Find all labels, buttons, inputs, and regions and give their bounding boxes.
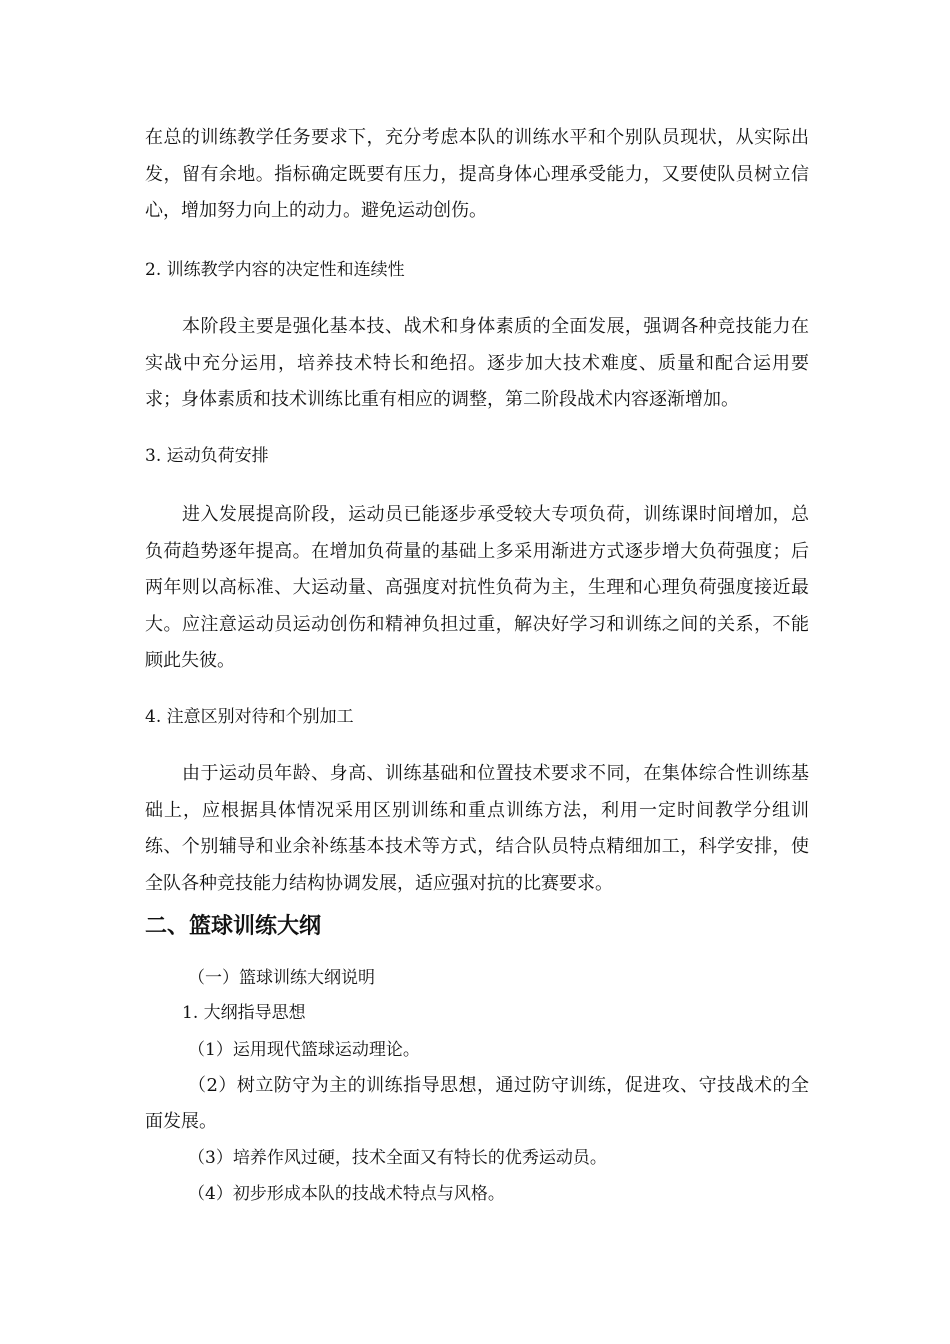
list-item: （3）培养作风过硬，技术全面又有特长的优秀运动员。 <box>188 1148 607 1168</box>
paragraph-content-continuity: 本阶段主要是强化基本技、战术和身体素质的全面发展，强调各种竞技能力在实战中充分运用，培养技术特长和绝招。逐步加大技术难度、质量和配合运用要求；身体素质和技术训练比重有相应的调整，第二阶段战术内容逐渐增加。 <box>145 316 809 410</box>
list-item: （2）树立防守为主的训练指导思想，通过防守训练，促进攻、守技战术的全面发展。 <box>145 1075 809 1132</box>
paragraph-goal-setting: 在总的训练教学任务要求下，充分考虑本队的训练水平和个别队员现状，从实际出发，留有余地。指标确定既要有压力，提高身体心理承受能力，又要使队员树立信心，增加努力向上的动力。避免运动创伤。 <box>145 127 809 221</box>
subheading-guiding-ideology: 1. 大纲指导思想 <box>182 1003 306 1023</box>
paragraph-load-arrangement: 进入发展提高阶段，运动员已能逐步承受较大专项负荷，训练课时间增加，总负荷趋势逐年提高。在增加负荷量的基础上多采用渐进方式逐步增大负荷强度；后两年则以高标准、大运动量、高强度对抗性负荷为主，生理和心理负荷强度接近最大。应注意运动员运动创伤和精神负担过重，解决好学习和训练之间的关系，不能顾此失彼。 <box>145 504 809 671</box>
subheading-outline-description: （一）篮球训练大纲说明 <box>188 968 375 988</box>
section-title-outline: 二、篮球训练大纲 <box>145 914 322 939</box>
list-item: （1）运用现代篮球运动理论。 <box>188 1040 420 1060</box>
heading-content-continuity: 2. 训练教学内容的决定性和连续性 <box>145 260 405 280</box>
list-item: （4）初步形成本队的技战术特点与风格。 <box>188 1184 505 1204</box>
paragraph-individual-treatment: 由于运动员年龄、身高、训练基础和位置技术要求不同，在集体综合性训练基础上，应根据具体情况采用区别训练和重点训练方法，利用一定时间教学分组训练、个别辅导和业余补练基本技术等方式，结合队员特点精细加工，科学安排，使全队各种竞技能力结构协调发展，适应强对抗的比赛要求。 <box>145 763 809 894</box>
heading-load-arrangement: 3. 运动负荷安排 <box>145 446 269 466</box>
heading-individual-treatment: 4. 注意区别对待和个别加工 <box>145 707 354 727</box>
